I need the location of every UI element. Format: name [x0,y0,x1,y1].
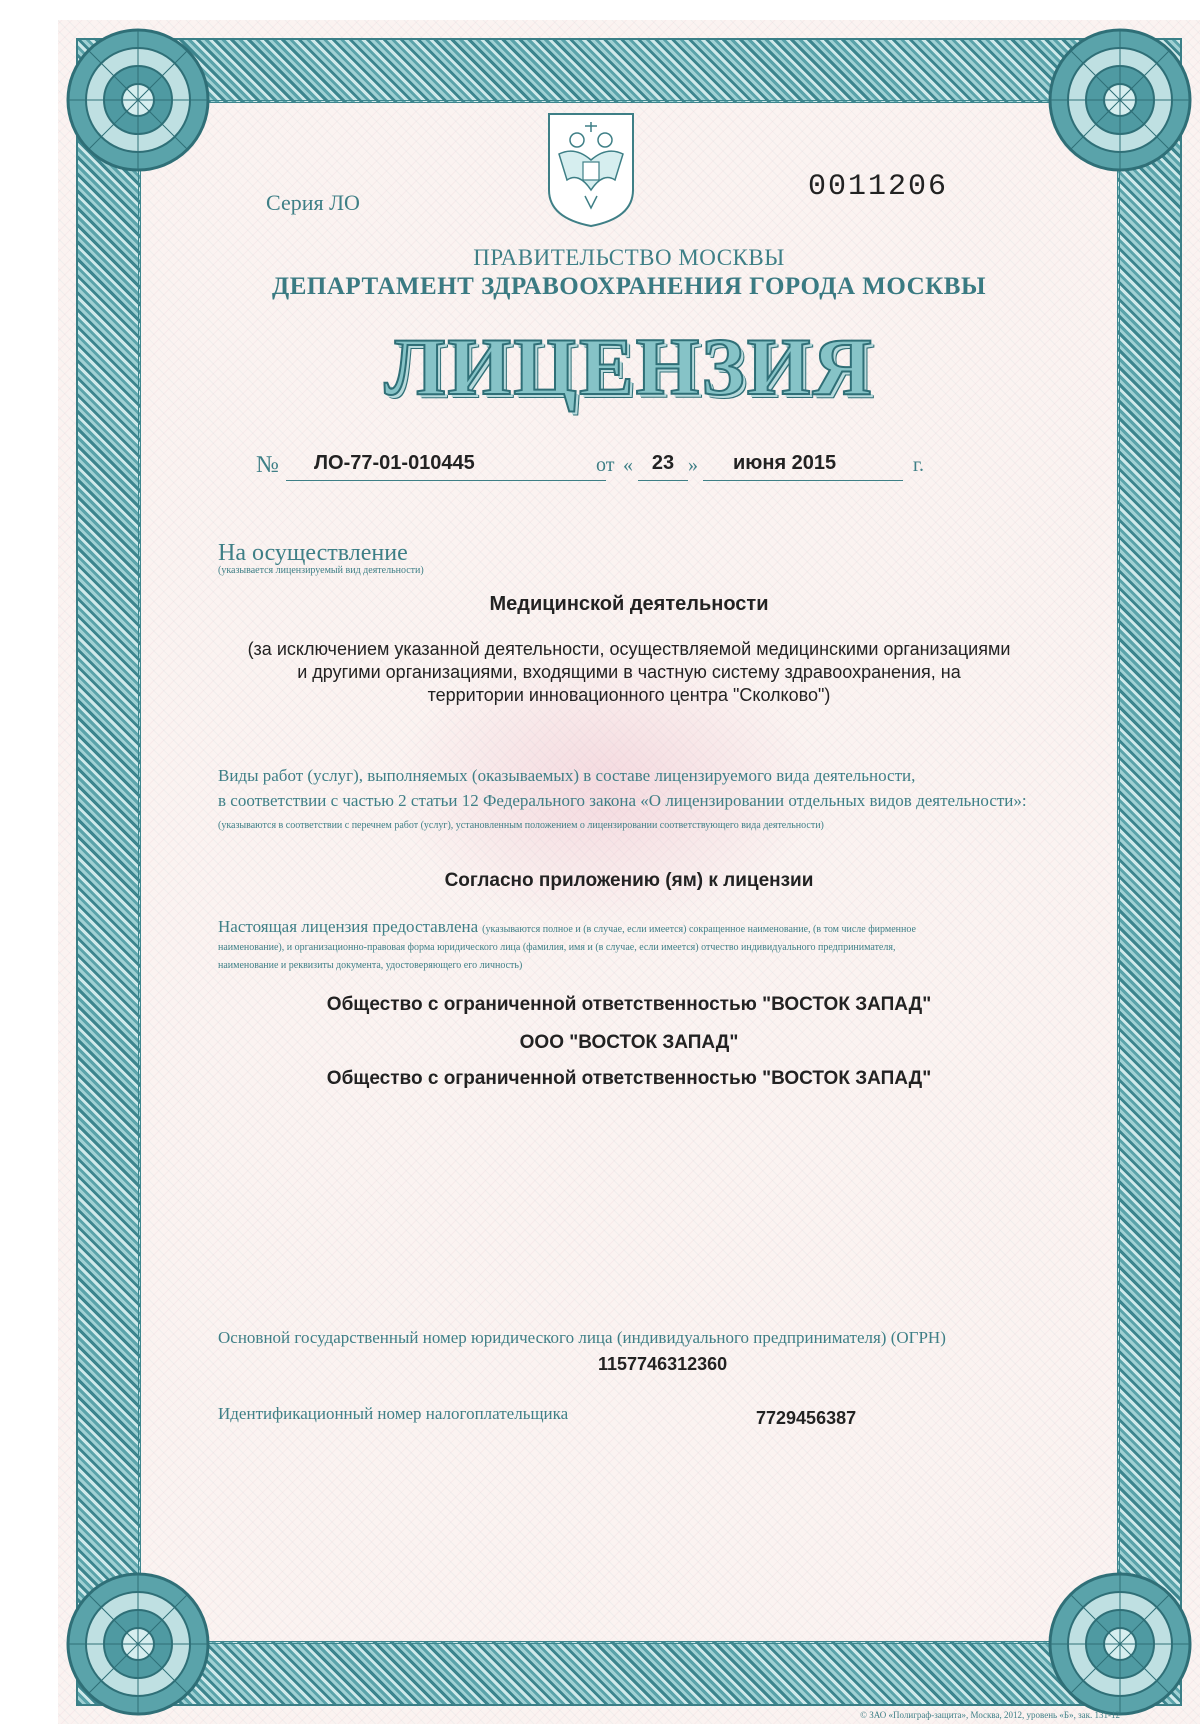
corner-rosette-icon [58,20,218,180]
license-month-year: июня 2015 [733,452,837,474]
grantee-hint-line: наименование), и организационно-правовая форма юридического лица (фамилия, имя и (в случае, если имеется) отчество индивидуального предпринимателя, [218,942,896,953]
printer-imprint: © ЗАО «Полиграф-защита», Москва, 2012, уровень «Б», зак. 131-12 [860,1710,1120,1720]
department-heading: ДЕПАРТАМЕНТ ЗДРАВООХРАНЕНИЯ ГОРОДА МОСКВЫ [272,273,986,300]
grantee-short-name: ООО "ВОСТОК ЗАПАД" [519,1032,739,1053]
license-day: 23 [651,452,675,474]
corner-rosette-icon [1040,1564,1200,1724]
activity-note-line: (за исключением указанной деятельности, осуществляемой медицинскими организациями [247,639,1011,659]
works-value: Согласно приложению (ям) к лицензии [444,870,814,891]
corner-rosette-icon [1040,20,1200,180]
works-label-line: в соответствии с частью 2 статьи 12 Федерального закона «О лицензировании отдельных видов деятельности»: [218,791,1027,810]
government-heading: ПРАВИТЕЛЬСТВО МОСКВЫ [473,245,785,270]
series-label: Серия ЛО [266,190,360,215]
grantee-hint: (указываются полное и (в случае, если имеется) сокращенное наименование, (в том числе фирменное [482,924,916,935]
activity-hint: (указывается лицензируемый вид деятельности) [218,565,424,576]
activity-label: На осуществление [218,540,408,566]
activity-note-line: и другими организациями, входящими в частную систему здравоохранения, на [297,662,961,682]
activity-note-line: территории инновационного центра "Сколково") [427,685,831,705]
grantee-full-name: Общество с ограниченной ответственностью "ВОСТОК ЗАПАД" [326,994,932,1015]
license-number: ЛО-77-01-010445 [314,452,475,474]
serial-number: 0011206 [808,170,949,204]
ogrn-value: 1157746312360 [598,1354,728,1374]
grantee-label: Настоящая лицензия предоставлена [218,917,479,936]
grantee-brand-name: Общество с ограниченной ответственностью "ВОСТОК ЗАПАД" [326,1068,932,1089]
month-year-line [703,452,903,481]
works-hint: (указываются в соответствии с перечнем работ (услуг), установленным положением о лицензировании соответствующего вида деятельности) [218,820,824,831]
works-label-line: Виды работ (услуг), выполняемых (оказываемых) в составе лицензируемого вида деятельности, [218,766,916,785]
coat-of-arms-icon [545,110,637,230]
quote-open: « [623,454,633,476]
grantee-block [218,918,1038,975]
quote-close: » [688,454,698,476]
day-line [638,452,688,481]
inn-value: 7729456387 [756,1408,857,1428]
works-label [218,763,1027,813]
activity-note [58,638,1200,707]
year-suffix: г. [913,454,924,476]
activity-value: Медицинской деятельности [489,593,769,615]
corner-rosette-icon [58,1564,218,1724]
from-label: от [596,454,615,476]
ogrn-label: Основной государственный номер юридического лица (индивидуального предпринимателя) (ОГРН) [218,1328,946,1347]
license-document [58,20,1200,1724]
license-number-line [286,452,606,481]
grantee-hint-line: наименование и реквизиты документа, удостоверяющего его личность) [218,960,523,971]
document-title: ЛИЦЕНЗИЯ [384,321,874,412]
inn-label: Идентификационный номер налогоплательщика [218,1404,569,1423]
number-sign: № [256,452,279,478]
